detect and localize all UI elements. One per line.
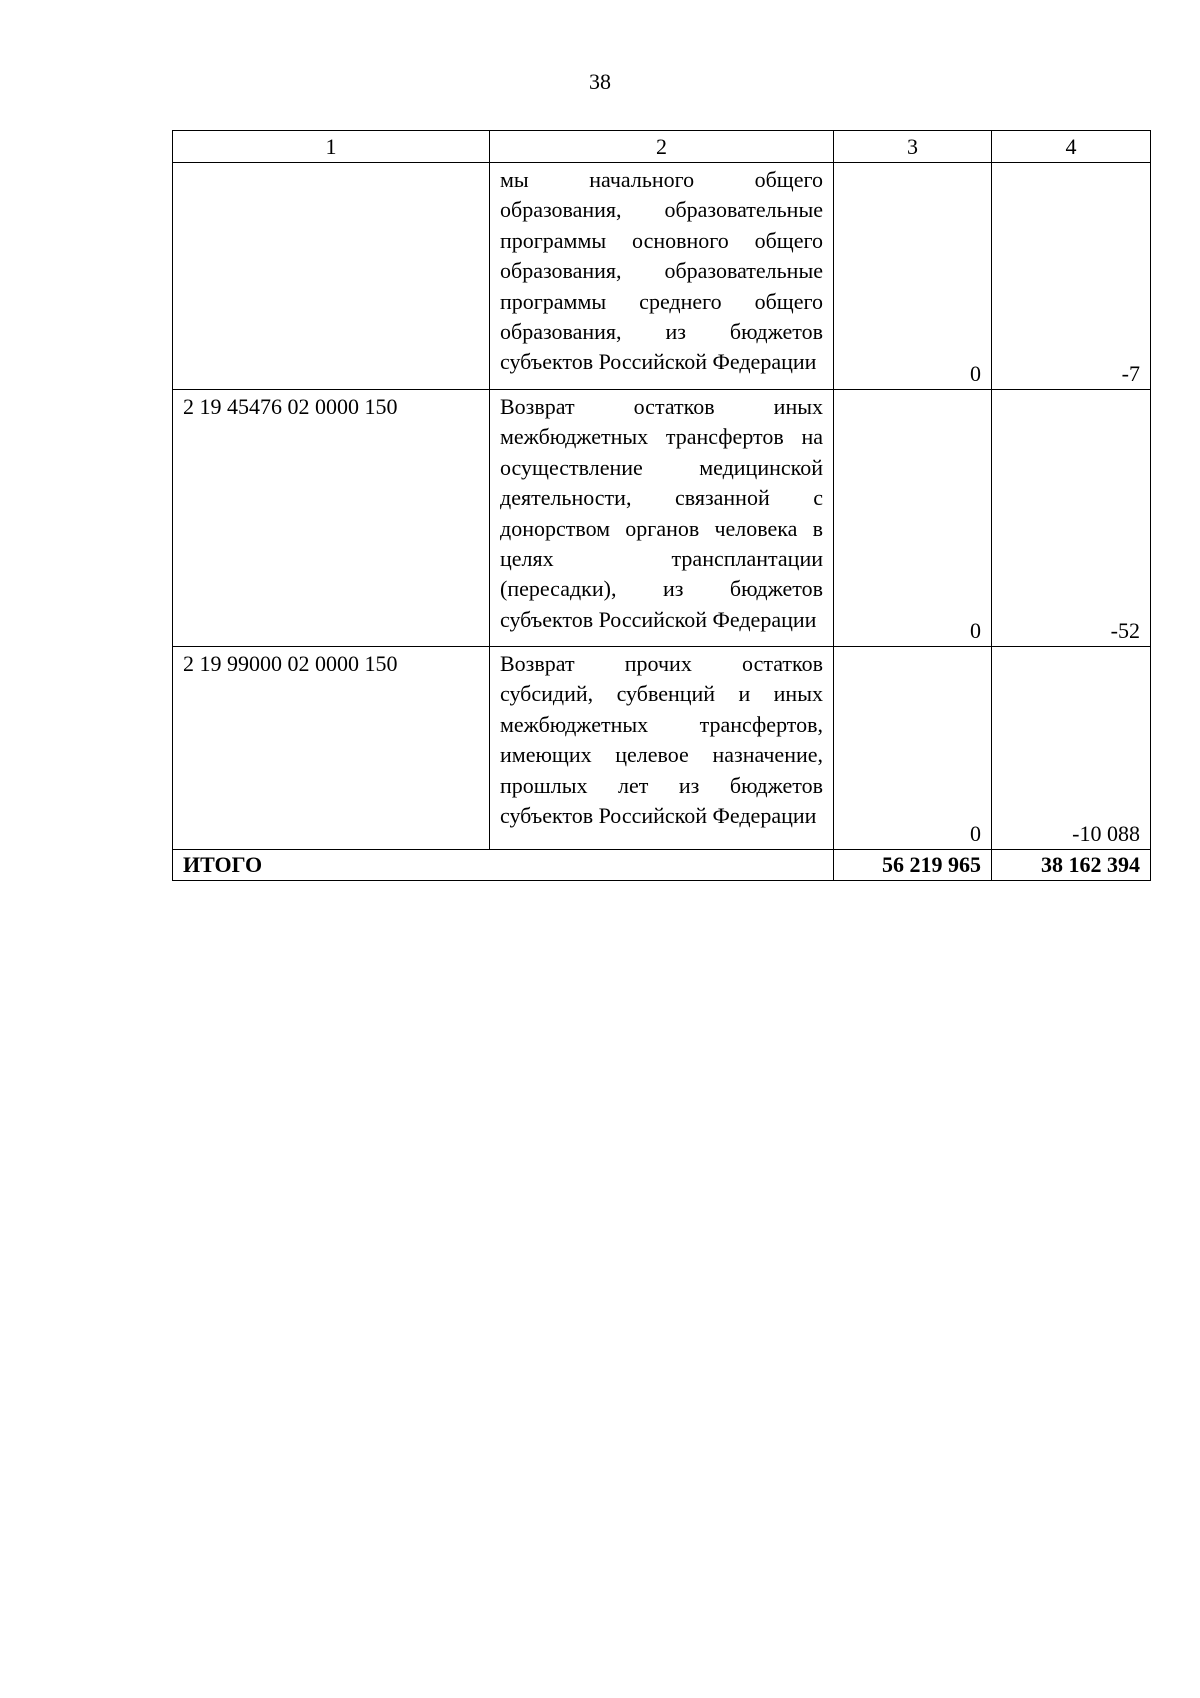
header-row — [173, 131, 1151, 163]
page-number: 38 — [589, 69, 611, 94]
value-cell-3: 0 — [834, 390, 992, 647]
value-cell-4: -10 088 — [992, 647, 1151, 850]
code-cell — [173, 163, 490, 390]
description-cell: Возврат прочих остатков субсидий, субвенций и иных межбюджетных трансфертов, имеющих целевое назначение, прошлых лет из бюджетов субъектов Российской Федерации — [490, 647, 834, 850]
table-row — [173, 163, 1151, 390]
table-header — [173, 131, 1151, 163]
value-cell-3: 0 — [834, 647, 992, 850]
table-row — [173, 647, 1151, 850]
code-cell: 2 19 99000 02 0000 150 — [173, 647, 490, 850]
column-header-3: 3 — [834, 131, 992, 163]
total-value-3: 56 219 965 — [834, 850, 992, 881]
column-header-2: 2 — [490, 131, 834, 163]
description-cell: мы начального общего образования, образовательные программы основного общего образования, образовательные программы среднего общего образования, из бюджетов субъектов Российской Федерации — [490, 163, 834, 390]
value-cell-3: 0 — [834, 163, 992, 390]
column-header-4: 4 — [992, 131, 1151, 163]
code-cell: 2 19 45476 02 0000 150 — [173, 390, 490, 647]
table-row — [173, 390, 1151, 647]
column-header-1: 1 — [173, 131, 490, 163]
value-cell-4: -7 — [992, 163, 1151, 390]
total-row — [173, 850, 1151, 881]
total-value-4: 38 162 394 — [992, 850, 1151, 881]
description-cell: Возврат остатков иных межбюджетных трансфертов на осуществление медицинской деятельности, связанной с донорством органов человека в целях трансплантации (пересадки), из бюджетов субъектов Российской Федерации — [490, 390, 834, 647]
value-cell-4: -52 — [992, 390, 1151, 647]
total-label: ИТОГО — [173, 850, 834, 881]
budget-table — [172, 130, 1151, 881]
